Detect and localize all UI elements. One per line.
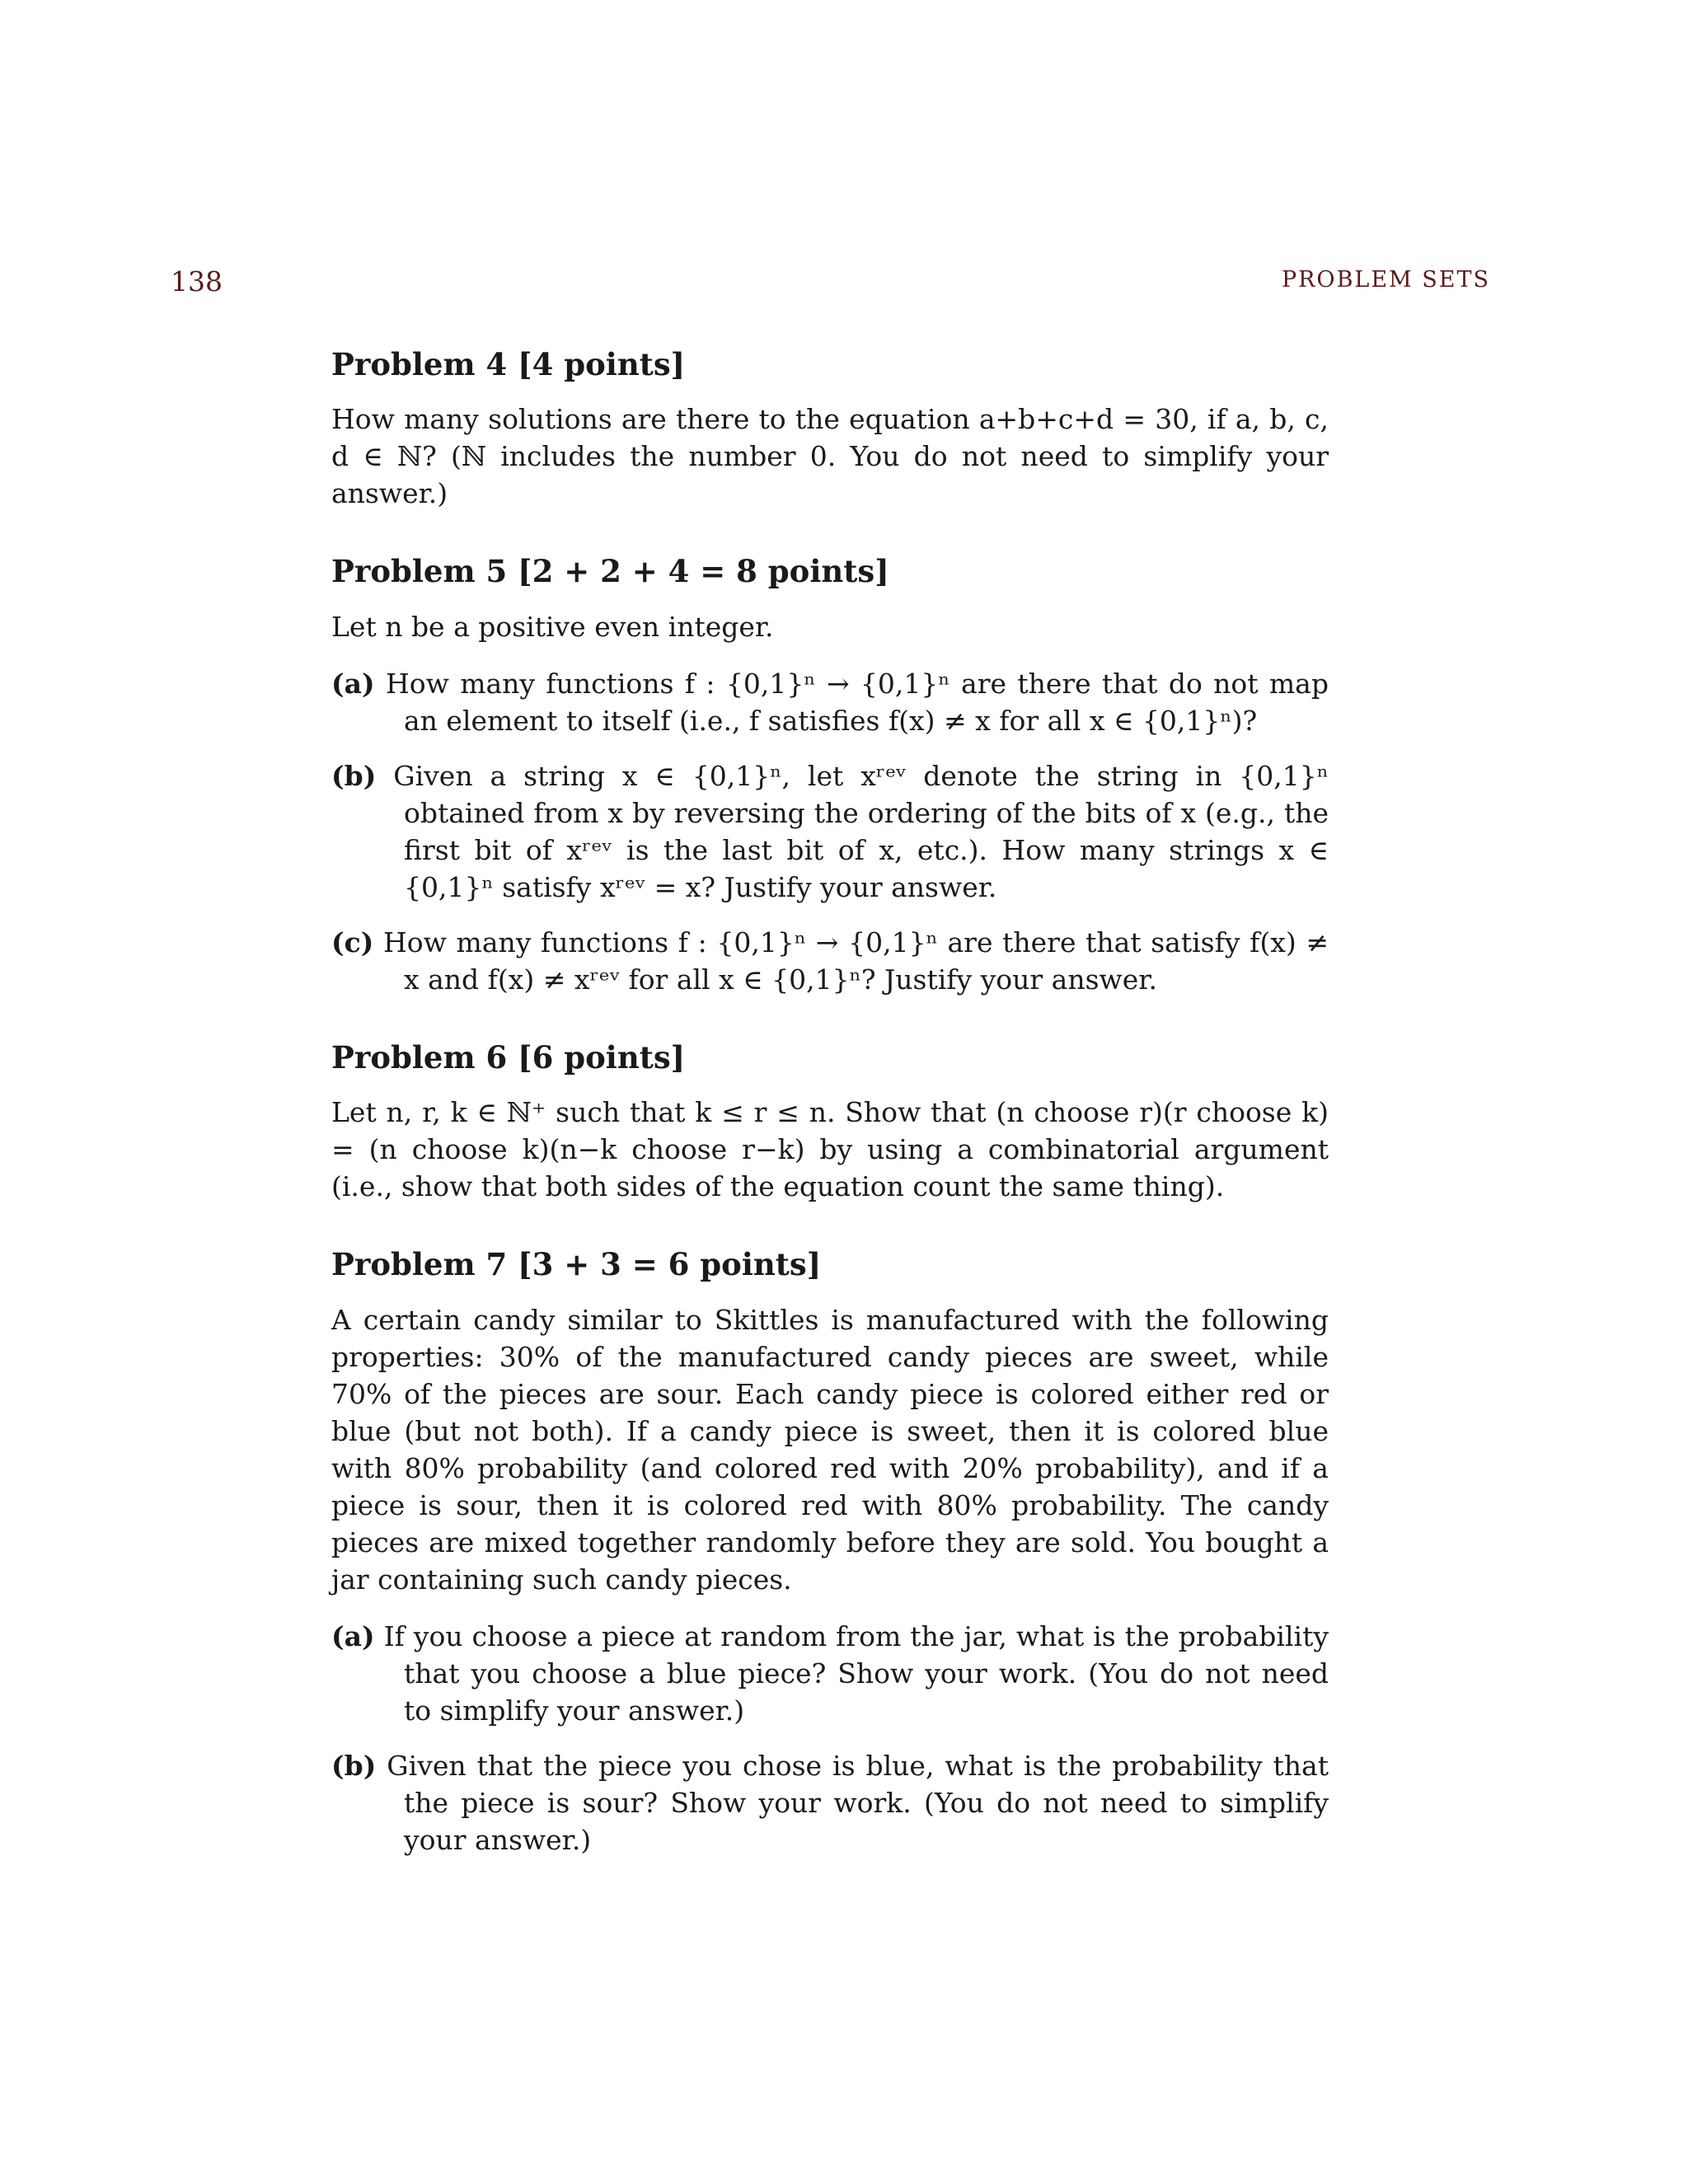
problem-7 [331, 1246, 1329, 1858]
problem-part-a [331, 665, 1329, 739]
page-content [331, 346, 1329, 1900]
part-text: Given that the piece you chose is blue, what is the probability that the piece is sour? Show your work. (You do not need to simplify your answer.) [376, 1749, 1329, 1856]
part-text: Given a string x ∈ {0,1}ⁿ, let xʳᵉᵛ denote the string in {0,1}ⁿ obtained from x by reversing the ordering of the bits of x (e.g., the first bit of xʳᵉᵛ is the last bit of x, etc.). How many strings x ∈ {0,1}ⁿ satisfy xʳᵉᵛ = x? Justify your answer. [376, 759, 1329, 903]
problem-parts [331, 665, 1329, 998]
problem-statement: A certain candy similar to Skittles is manufactured with the following properties: 30% of the manufactured candy pieces are sweet, while 70% of the pieces are sour. Each candy piece is colored either red or blue (but not both). If a candy piece is sweet, then it is colored blue with 80% probability (and colored red with 20% probability), and if a piece is sour, then it is colored red with 80% probability. The candy pieces are mixed together randomly before they are sold. You bought a jar containing such candy pieces. [331, 1303, 1329, 1596]
problem-part-b [331, 757, 1329, 906]
problem-title: Problem 5 [2 + 2 + 4 = 8 points] [331, 553, 889, 590]
problem-title: Problem 4 [4 points] [331, 346, 686, 382]
problem-4 [331, 346, 1329, 512]
problem-statement: Let n be a positive even integer. [331, 610, 774, 643]
problem-6 [331, 1039, 1329, 1205]
problem-5 [331, 553, 1329, 997]
problem-part-b [331, 1747, 1329, 1858]
part-label: (a) [331, 667, 375, 700]
problem-title: Problem 7 [3 + 3 = 6 points] [331, 1246, 822, 1283]
problem-title: Problem 6 [6 points] [331, 1038, 686, 1076]
problem-parts [331, 1618, 1329, 1858]
part-label: (b) [331, 759, 377, 792]
part-text: How many functions f : {0,1}ⁿ → {0,1}ⁿ are there that do not map an element to itself (i.e., f satisfies f(x) ≠ x for all x ∈ {0,1}ⁿ)? [374, 667, 1329, 737]
part-label: (a) [331, 1619, 375, 1652]
part-label: (c) [331, 926, 374, 958]
running-head: PROBLEM SETS [1281, 267, 1490, 293]
problem-statement: How many solutions are there to the equation a+b+c+d = 30, if a, b, c, d ∈ ℕ? (ℕ includes the number 0. You do not need to simplify your answer.) [331, 403, 1329, 510]
page-number: 138 [171, 265, 223, 298]
part-label: (b) [331, 1749, 377, 1782]
problem-part-a [331, 1618, 1329, 1729]
part-text: How many functions f : {0,1}ⁿ → {0,1}ⁿ are there that satisfy f(x) ≠ x and f(x) ≠ xʳᵉᵛ for all x ∈ {0,1}ⁿ? Justify your answer. [373, 926, 1329, 996]
part-text: If you choose a piece at random from the jar, what is the probability that you choose a blue piece? Show your work. (You do not need to simplify your answer.) [374, 1619, 1329, 1727]
problem-part-c [331, 924, 1329, 998]
problem-statement: Let n, r, k ∈ ℕ⁺ such that k ≤ r ≤ n. Show that (n choose r)(r choose k) = (n choose k)(n−k choose r−k) by using a combinatorial argument (i.e., show that both sides of the equation count the same thing). [331, 1096, 1329, 1203]
